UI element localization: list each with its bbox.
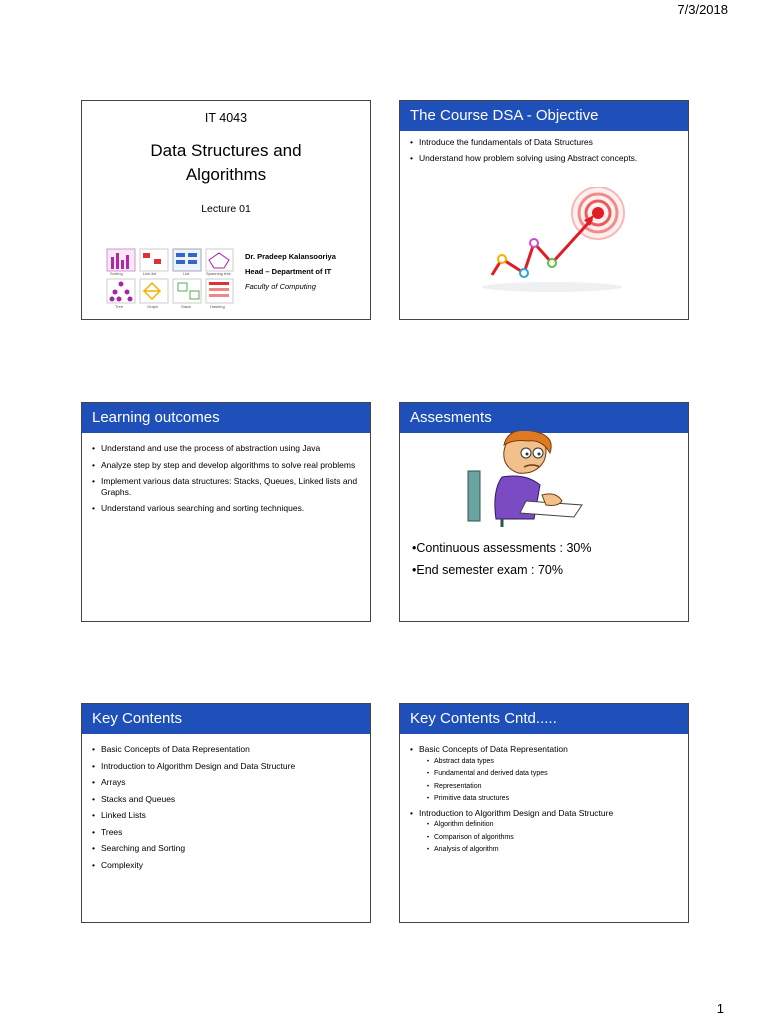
thumb-label: Link list: [143, 271, 157, 276]
thumb-spanning-tree: [206, 249, 233, 271]
author-faculty: Faculty of Computing: [245, 282, 316, 291]
course-code: IT 4043: [204, 111, 248, 125]
bullet-group: [410, 808, 678, 857]
page-date: 7/3/2018: [677, 2, 728, 17]
sub-bullet-item: • Analysis of algorithm: [427, 844, 678, 857]
bullet-item: • Arrays: [92, 777, 360, 788]
bullet-item: • Introduce the fundamentals of Data Structures: [410, 137, 678, 148]
sub-bullet-item: • Abstract data types: [427, 756, 678, 769]
thumb-label: Hashing: [210, 304, 225, 309]
slide-learning-outcomes: [81, 402, 371, 622]
thumb-label: List: [183, 271, 190, 276]
bullet-item: • Introduction to Algorithm Design and Data Structure: [92, 761, 360, 772]
sub-bullet-item: • Comparison of algorithms: [427, 832, 678, 845]
student-writing-illustration: [462, 431, 584, 527]
sub-bullets: [419, 756, 678, 806]
sub-bullet-item: • Algorithm definition: [427, 819, 678, 832]
bullet-item: • Trees: [92, 827, 360, 838]
slide-objective-title: The Course DSA - Objective: [400, 101, 688, 131]
thumb-label: Tree: [115, 304, 124, 309]
continuous-assessment-weight: •Continuous assessments : 30%: [412, 541, 592, 555]
thumb-link-list: [140, 249, 168, 271]
sub-bullet-item: • Fundamental and derived data types: [427, 768, 678, 781]
slide-title: [81, 100, 371, 320]
author-name: Dr. Pradeep Kalansooriya: [245, 252, 336, 261]
title-line-2: Algorithms: [185, 165, 267, 184]
target-growth-illustration: [480, 187, 630, 297]
bullet-item: • Understand and use the process of abstraction using Java: [92, 443, 360, 454]
assessment-weights: [400, 537, 591, 581]
objective-bullets: [410, 137, 678, 163]
bullet-item: • Implement various data structures: Stacks, Queues, Linked lists and Graphs.: [92, 476, 360, 497]
bullet-item: • Stacks and Queues: [92, 794, 360, 805]
thumb-graph: [140, 279, 168, 303]
bullet-item: • Understand various searching and sorting techniques.: [92, 503, 360, 514]
thumb-label: Spanning tree: [206, 271, 231, 276]
group-label: Basic Concepts of Data Representation: [419, 744, 568, 754]
thumb-tree: [107, 279, 135, 303]
end-exam-weight: •End semester exam : 70%: [412, 563, 563, 577]
outcome-bullets: [92, 443, 360, 514]
slide-objective: [399, 100, 689, 320]
author-block: [245, 249, 336, 294]
slide-key-contents-cntd: [399, 703, 689, 923]
key-content-bullets: [92, 744, 360, 870]
title-line-1: Data Structures and: [150, 141, 302, 160]
slide-main-title: [82, 139, 370, 187]
slide-assessments-title: Assesments: [400, 403, 688, 433]
thumb-list: [173, 249, 201, 271]
bullet-item: • Analyze step by step and develop algorithms to solve real problems: [92, 460, 360, 471]
thumb-hashing: [206, 279, 233, 303]
slide-assessments: [399, 402, 689, 622]
bullet-group: [410, 744, 678, 806]
key-content-cntd-bullets: [410, 744, 678, 857]
slide-key-contents-cntd-title: Key Contents Cntd.....: [400, 704, 688, 734]
slide-learning-outcomes-title: Learning outcomes: [82, 403, 370, 433]
thumb-sorting: [107, 249, 135, 271]
thumb-label: Stack: [181, 304, 192, 309]
bullet-item: • Complexity: [92, 860, 360, 871]
slide-key-contents: [81, 703, 371, 923]
author-role: Head – Department of IT: [245, 267, 332, 276]
lecture-label: Lecture 01: [201, 203, 251, 215]
group-label: Introduction to Algorithm Design and Data Structure: [419, 807, 614, 818]
bullet-item: • Linked Lists: [92, 810, 360, 821]
sub-bullet-item: • Primitive data structures: [427, 793, 678, 806]
thumb-label: Graph: [147, 304, 159, 309]
sub-bullets: [419, 819, 678, 857]
thumb-stack: [173, 279, 201, 303]
page-number: 1: [716, 1001, 724, 1016]
bullet-item: • Understand how problem solving using Abstract concepts.: [410, 153, 678, 164]
bullet-item: • Basic Concepts of Data Representation: [92, 744, 360, 755]
slide-key-contents-title: Key Contents: [82, 704, 370, 734]
thumb-label: Sorting: [110, 271, 123, 276]
bullet-item: • Searching and Sorting: [92, 843, 360, 854]
sub-bullet-item: • Representation: [427, 781, 678, 794]
